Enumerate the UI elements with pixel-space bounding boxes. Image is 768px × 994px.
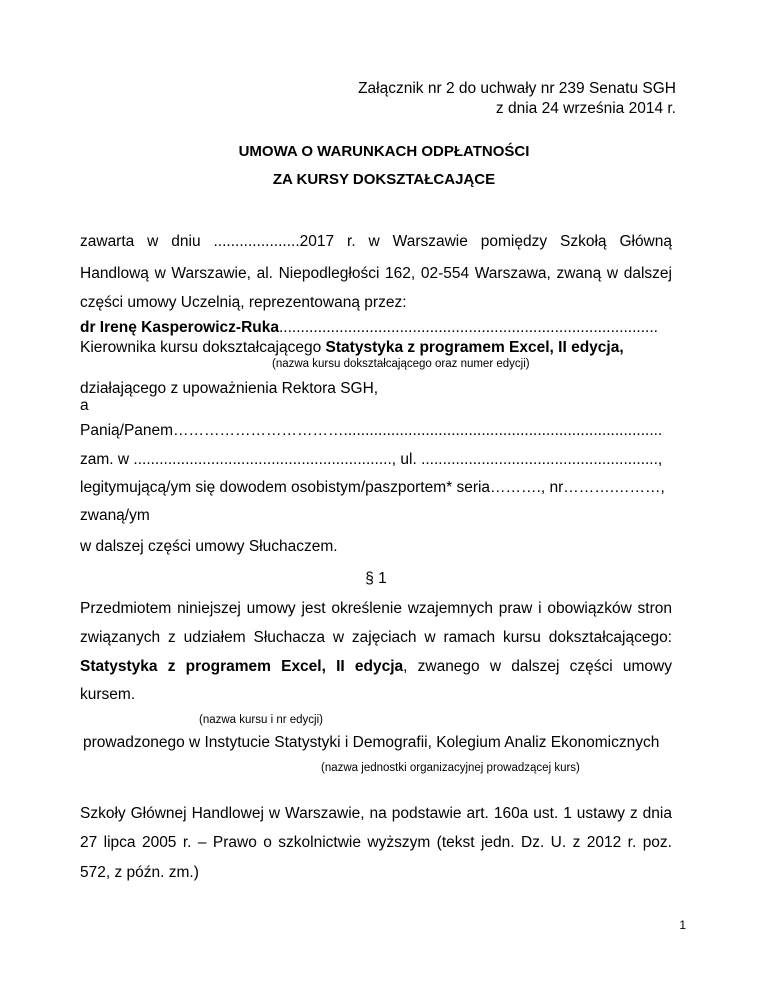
unit-caption: (nazwa jednostki organizacyjnej prowadzącej kurs) (321, 762, 580, 774)
attachment-line-1: Załącznik nr 2 do uchwały nr 239 Senatu SGH (358, 80, 676, 97)
section-1-course-bold: Statystyka z programem Excel, II edycja (80, 658, 404, 675)
student-definition-line: w dalszej części umowy Słuchaczem. (80, 538, 338, 555)
section-1-kursem: kursem. (80, 686, 136, 703)
attachment-line-2: z dnia 24 września 2014 r. (495, 100, 676, 117)
address-line: zam. w ............................................................, ul. ......................................................., (80, 451, 663, 468)
attachment-note (358, 79, 676, 119)
legal-basis-line-3: 572, z późn. zm.) (80, 864, 199, 881)
section-1-line-2: związanych z udziałem Słuchacza w zajęciach w ramach kursu dokształcającego: (80, 629, 672, 646)
document-title-line-1: UMOWA O WARUNKACH ODPŁATNOŚCI (238, 143, 530, 160)
section-1-course-caption: (nazwa kursu i nr edycji) (199, 714, 323, 726)
client-line: Panią/Panem…………………………….......................................................................... (80, 422, 663, 439)
conducting-unit-line: prowadzonego w Instytucie Statystyki i Demografii, Kolegium Analiz Ekonomicznych (83, 734, 660, 751)
document-title-line-2: ZA KURSY DOKSZTAŁCAJĄCE (272, 171, 496, 188)
course-caption: (nazwa kursu dokształcającego oraz numer edycji) (272, 358, 530, 370)
intro-line-3: części umowy Uczelnią, reprezentowaną przez: (80, 294, 407, 311)
role-line (80, 339, 672, 357)
section-1-line-1: Przedmiotem niniejszej umowy jest określenie wzajemnych praw i obowiązków stron (80, 600, 672, 617)
legal-basis-line-1: Szkoły Głównej Handlowej w Warszawie, na podstawie art. 160a ust. 1 ustawy z dnia (80, 805, 672, 822)
section-1-mark: § 1 (365, 570, 387, 587)
called-line: zwaną/ym (80, 507, 150, 524)
legal-basis-line-2: 27 lipca 2005 r. – Prawo o szkolnictwie wyższym (tekst jedn. Dz. U. z 2012 r. poz. (80, 834, 672, 851)
intro-line-2: Handlową w Warszawie, al. Niepodległości 162, 02-554 Warszawa, zwaną w dalszej (80, 265, 672, 282)
course-name-bold: Statystyka z programem Excel, II edycja, (325, 339, 624, 356)
page-number: 1 (679, 918, 686, 932)
representative-line (80, 319, 672, 337)
role-prefix: Kierownika kursu dokształcającego (80, 339, 326, 356)
authorized-line: działającego z upoważnienia Rektora SGH, (80, 380, 379, 397)
section-1-line-3 (80, 658, 672, 676)
representative-dots: ........................................................................................ (278, 319, 658, 336)
section-1-course-rest: , zwanego w dalszej części umowy (403, 658, 672, 675)
representative-name: dr Irenę Kasperowicz-Ruka (80, 319, 279, 336)
id-document-line: legitymującą/ym się dowodem osobistym/paszportem* seria………., nr……….………, (80, 479, 665, 496)
and-line: a (80, 397, 89, 414)
intro-line-1: zawarta w dniu ....................2017 r. w Warszawie pomiędzy Szkołą Główną (80, 233, 672, 250)
